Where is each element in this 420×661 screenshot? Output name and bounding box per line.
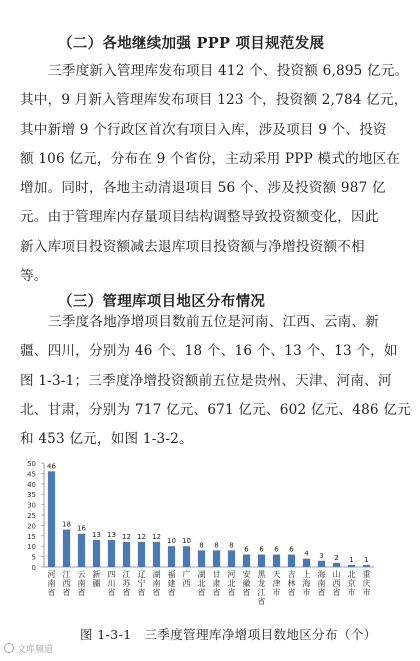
x-category-label: 河北省: [227, 570, 236, 597]
bar-data-label: 12: [122, 533, 131, 542]
x-category-label: 湖南省: [152, 570, 161, 597]
chart-bar: [348, 565, 355, 567]
bar-data-label: 12: [152, 533, 161, 542]
x-category-label: 四川省: [107, 570, 116, 597]
paragraph-line: 疆、四川，分别为 46 个、18 个、16 个、13 个、13 个，如: [20, 343, 398, 360]
bar-data-label: 12: [137, 533, 146, 542]
x-category-label: 云南省: [77, 570, 86, 597]
chart-bar: [108, 540, 115, 567]
y-tick-label: 40: [27, 480, 36, 489]
chart-bar: [303, 559, 310, 567]
chart-bar: [258, 555, 265, 567]
bar-data-label: 13: [107, 530, 116, 539]
paragraph-line: 和 453 亿元，如图 1-3-2。: [20, 431, 193, 448]
bar-data-label: 13: [92, 530, 101, 539]
y-tick-label: 35: [27, 491, 36, 500]
x-category-label: 辽宁省: [137, 570, 146, 597]
bar-data-label: 6: [289, 545, 294, 554]
chart-bar: [138, 542, 145, 567]
figure-caption: 图 1-3-1 三季度管理库净增项目数地区分布（个）: [80, 627, 377, 642]
x-category-label: 福建省: [167, 570, 176, 597]
x-category-label: 重庆市: [362, 570, 371, 597]
watermark-logo-icon: [4, 643, 14, 653]
y-tick-label: 25: [27, 512, 36, 520]
bar-data-label: 18: [62, 520, 71, 529]
y-tick-label: 15: [27, 532, 36, 541]
bar-data-label: 10: [182, 537, 191, 546]
paragraph-line: 额 106 亿元，分布在 9 个省份，主动采用 PPP 模式的地区在: [20, 150, 401, 167]
chart-bar: [333, 563, 340, 567]
chart-bar: [228, 550, 235, 567]
bar-data-label: 6: [244, 545, 249, 554]
bar-data-label: 8: [214, 541, 219, 550]
x-category-label: 天津市: [272, 570, 281, 597]
y-tick-label: 0: [31, 564, 36, 572]
section-3-heading: （三）管理库项目地区分布情况: [58, 293, 266, 310]
watermark-text: 文库频道: [17, 645, 54, 655]
x-category-label: 江苏省: [122, 570, 131, 597]
paragraph-line: 图 1-3-1；三季度净增投资额前五位是贵州、天津、河南、河: [20, 372, 392, 389]
x-category-label: 安徽省: [242, 570, 251, 597]
paragraph-line: 其中新增 9 个行政区首次有项目入库，涉及项目 9 个、投资: [20, 121, 387, 138]
y-tick-label: 50: [27, 460, 36, 468]
section-3-paragraph: [20, 308, 411, 454]
chart-bar: [48, 471, 55, 567]
chart-bar: [363, 565, 370, 567]
chart-bar: [273, 555, 280, 567]
x-category-label: 湖北省: [197, 570, 206, 597]
bar-data-label: 1: [364, 555, 369, 564]
x-category-label: 江西省: [62, 570, 71, 597]
chart-bar: [153, 542, 160, 567]
x-category-label: 北京市: [347, 570, 356, 597]
paragraph-line: 其中，9 月新入管理库发布项目 123 个，投资额 2,784 亿元，: [20, 92, 408, 109]
chart-bar: [243, 555, 250, 567]
chart-bar: [93, 540, 100, 567]
chart-bar: [168, 546, 175, 567]
chart-bar: [123, 542, 130, 567]
bar-data-label: 8: [199, 541, 204, 550]
y-tick-label: 10: [27, 543, 36, 552]
x-category-label: 河南省: [47, 570, 56, 597]
y-tick-label: 30: [27, 501, 36, 510]
bar-data-label: 8: [229, 541, 234, 550]
chart-bar: [288, 555, 295, 567]
project-count-bar-chart: [10, 455, 380, 620]
bar-data-label: 16: [77, 524, 86, 533]
bar-data-label: 4: [304, 549, 309, 558]
section-2-paragraph: [20, 57, 408, 291]
paragraph-line: 新入库项目投资额减去退库项目投资额与净增投资额不相: [20, 238, 365, 255]
x-category-label: 海南省: [317, 570, 326, 597]
chart-bar: [78, 534, 85, 567]
paragraph-line: 三季度新入管理库发布项目 412 个、投资额 6,895 亿元。: [48, 63, 409, 79]
x-category-label: 上海市: [302, 570, 311, 597]
x-category-label: 新疆: [92, 570, 101, 588]
bar-data-label: 2: [334, 553, 339, 562]
paragraph-line: 北、甘肃，分别为 717 亿元、671 亿元、602 亿元、486 亿元: [20, 401, 411, 418]
section-2-heading: （二）各地继续加强 PPP 项目规范发展: [58, 35, 325, 52]
x-category-label: 吉林省: [287, 570, 296, 597]
x-category-label: 甘肃省: [212, 570, 221, 597]
chart-bar: [318, 561, 325, 567]
y-tick-label: 5: [31, 553, 36, 562]
x-category-label: 山西省: [332, 570, 341, 597]
chart-bar: [198, 550, 205, 567]
y-tick-label: 20: [27, 522, 36, 531]
paragraph-line: 元。由于管理库内存量项目结构调整导致投资额变化，因此: [20, 209, 379, 226]
paragraph-line: 增加。同时，各地主动清退项目 56 个、涉及投资额 987 亿: [20, 180, 386, 197]
x-category-label: 广西: [182, 570, 191, 588]
bar-data-label: 46: [47, 462, 56, 471]
x-category-label: 黑龙江省: [257, 570, 266, 606]
watermark: [4, 642, 53, 655]
chart-bar: [63, 530, 70, 567]
bar-data-label: 3: [319, 551, 324, 560]
paragraph-line: 等。: [20, 268, 48, 285]
bar-data-label: 10: [167, 537, 176, 546]
y-tick-label: 45: [27, 470, 36, 479]
bar-data-label: 1: [349, 555, 354, 564]
chart-bar: [213, 550, 220, 567]
chart-bar: [183, 546, 190, 567]
bar-data-label: 6: [274, 545, 279, 554]
bar-data-label: 6: [259, 545, 264, 554]
paragraph-line: 三季度各地净增项目数前五位是河南、江西、云南、新: [48, 314, 380, 330]
